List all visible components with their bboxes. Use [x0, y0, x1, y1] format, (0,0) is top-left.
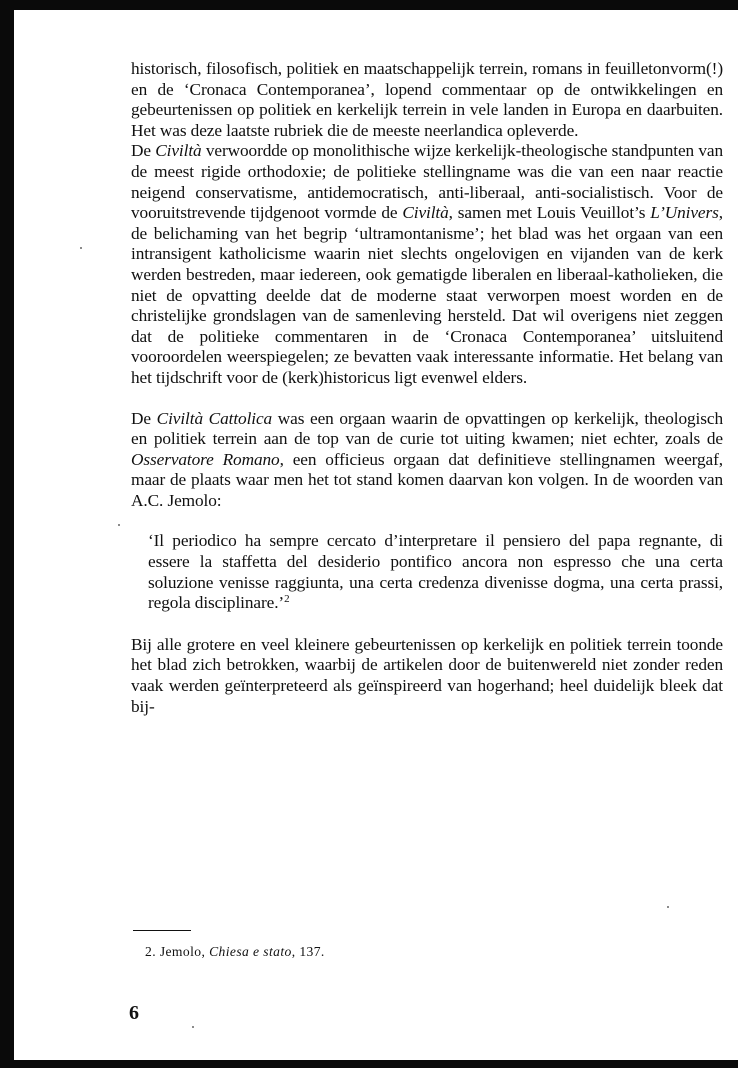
- periodical-title: L’Univers: [650, 203, 719, 223]
- text-run: De: [131, 408, 157, 428]
- scan-border-top: [0, 0, 738, 10]
- scan-speck: [118, 524, 120, 526]
- text-run: , samen met Louis Veuillot’s: [448, 203, 651, 223]
- footnote-title: Chiesa e stato: [209, 944, 292, 959]
- scan-border-bottom: [0, 1060, 738, 1068]
- text-run: , een officieus orgaan dat definitieve stellingnamen weergaf, maar de plaats waar men het tot stand komen daarvan kon volgen. In de woorden van A.C. Jemolo:: [131, 449, 724, 510]
- footnote-page: , 137.: [291, 944, 325, 959]
- block-quote: [148, 531, 723, 613]
- scan-speck: [192, 1026, 194, 1028]
- periodical-title: Osservatore Romano: [131, 449, 280, 469]
- periodical-title: Civiltà: [402, 203, 449, 223]
- footnote-divider: [133, 930, 191, 931]
- footnote-author: Jemolo,: [159, 944, 206, 959]
- paragraph-1: [131, 59, 723, 141]
- footnote-reference[interactable]: 2: [284, 593, 290, 606]
- text-run: was een orgaan waarin de opvattingen op kerkelijk, theologisch en politiek terrein aan de top van de curie tot uiting kwamen; niet echter, zoals de: [131, 408, 723, 449]
- quote-text: ‘Il periodico ha sempre cercato d’interpretare il pensiero del papa regnante, di essere la staffetta del desiderio pontifico ancora non espresso che una certa soluzione venisse raggiunta, una certa credenza divenisse dogma, una certa prassi, regola disciplinare.’: [148, 531, 723, 613]
- paragraph-4-text: Bij alle grotere en veel kleinere gebeurtenissen op kerkelijk en politiek terrein toonde het blad zich betrokken, waarbij de artikelen door de buitenwereld niet zonder reden vaak werden geïnterpreteerd als geïnspireerd van hogerhand; heel duidelijk bleek dat bij-: [131, 634, 723, 716]
- paragraph-3: [131, 409, 723, 512]
- text-run: De: [131, 141, 156, 161]
- scan-speck: [667, 906, 669, 908]
- page-body: [131, 59, 723, 717]
- page-number: 6: [129, 1002, 139, 1024]
- text-run: verwoordde op monolithische wijze kerkelijk-theologische standpunten van de meest rigide orthodoxie; de politieke stellingname was die van een naar reactie neigend conservatisme, antidemocratisch, anti-liberaal, anti-socialistisch. Voor de vooruitstrevende tijdgenoot vormde de: [131, 141, 723, 223]
- scan-border-left: [0, 0, 14, 1068]
- paragraph-4: [131, 635, 723, 717]
- periodical-title: Civiltà: [155, 141, 202, 161]
- text-run: , de belichaming van het begrip ‘ultramontanisme’; het blad was het orgaan van een intransigent katholicisme waarin niet slechts ongelovigen en vijanden van de kerk werden bestreden, maar iedereen, ook gematigde liberalen en liberaal-katholieken, die niet de opvatting deelde dat de moderne staat verworpen moest worden en de christelijke grondslagen van de samenleving hersteld. Dat wil overigens niet zeggen dat de politieke commentaren in de ‘Cronaca Contemporanea’ uitsluitend vooroordelen weerspiegelen; ze bevatten vaak interessante informatie. Het belang van het tijdschrift voor de (kerk)historicus ligt evenwel elders.: [131, 203, 723, 387]
- scan-speck: [80, 247, 82, 249]
- paragraph-1-text: historisch, filosofisch, politiek en maatschappelijk terrein, romans in feuilletonvorm(!) en de ‘Cronaca Contemporanea’, lopend commentaar op de ontwikkelingen en gebeurtenissen op politiek en kerkelijk terrein in vele landen in Europa en daarbuiten. Het was deze laatste rubriek die de meeste neerlandica opleverde.: [131, 59, 723, 140]
- footnote: [145, 943, 325, 960]
- periodical-title: Civiltà Cattolica: [156, 408, 273, 428]
- paragraph-2: [131, 141, 723, 388]
- footnote-number: 2.: [145, 944, 156, 959]
